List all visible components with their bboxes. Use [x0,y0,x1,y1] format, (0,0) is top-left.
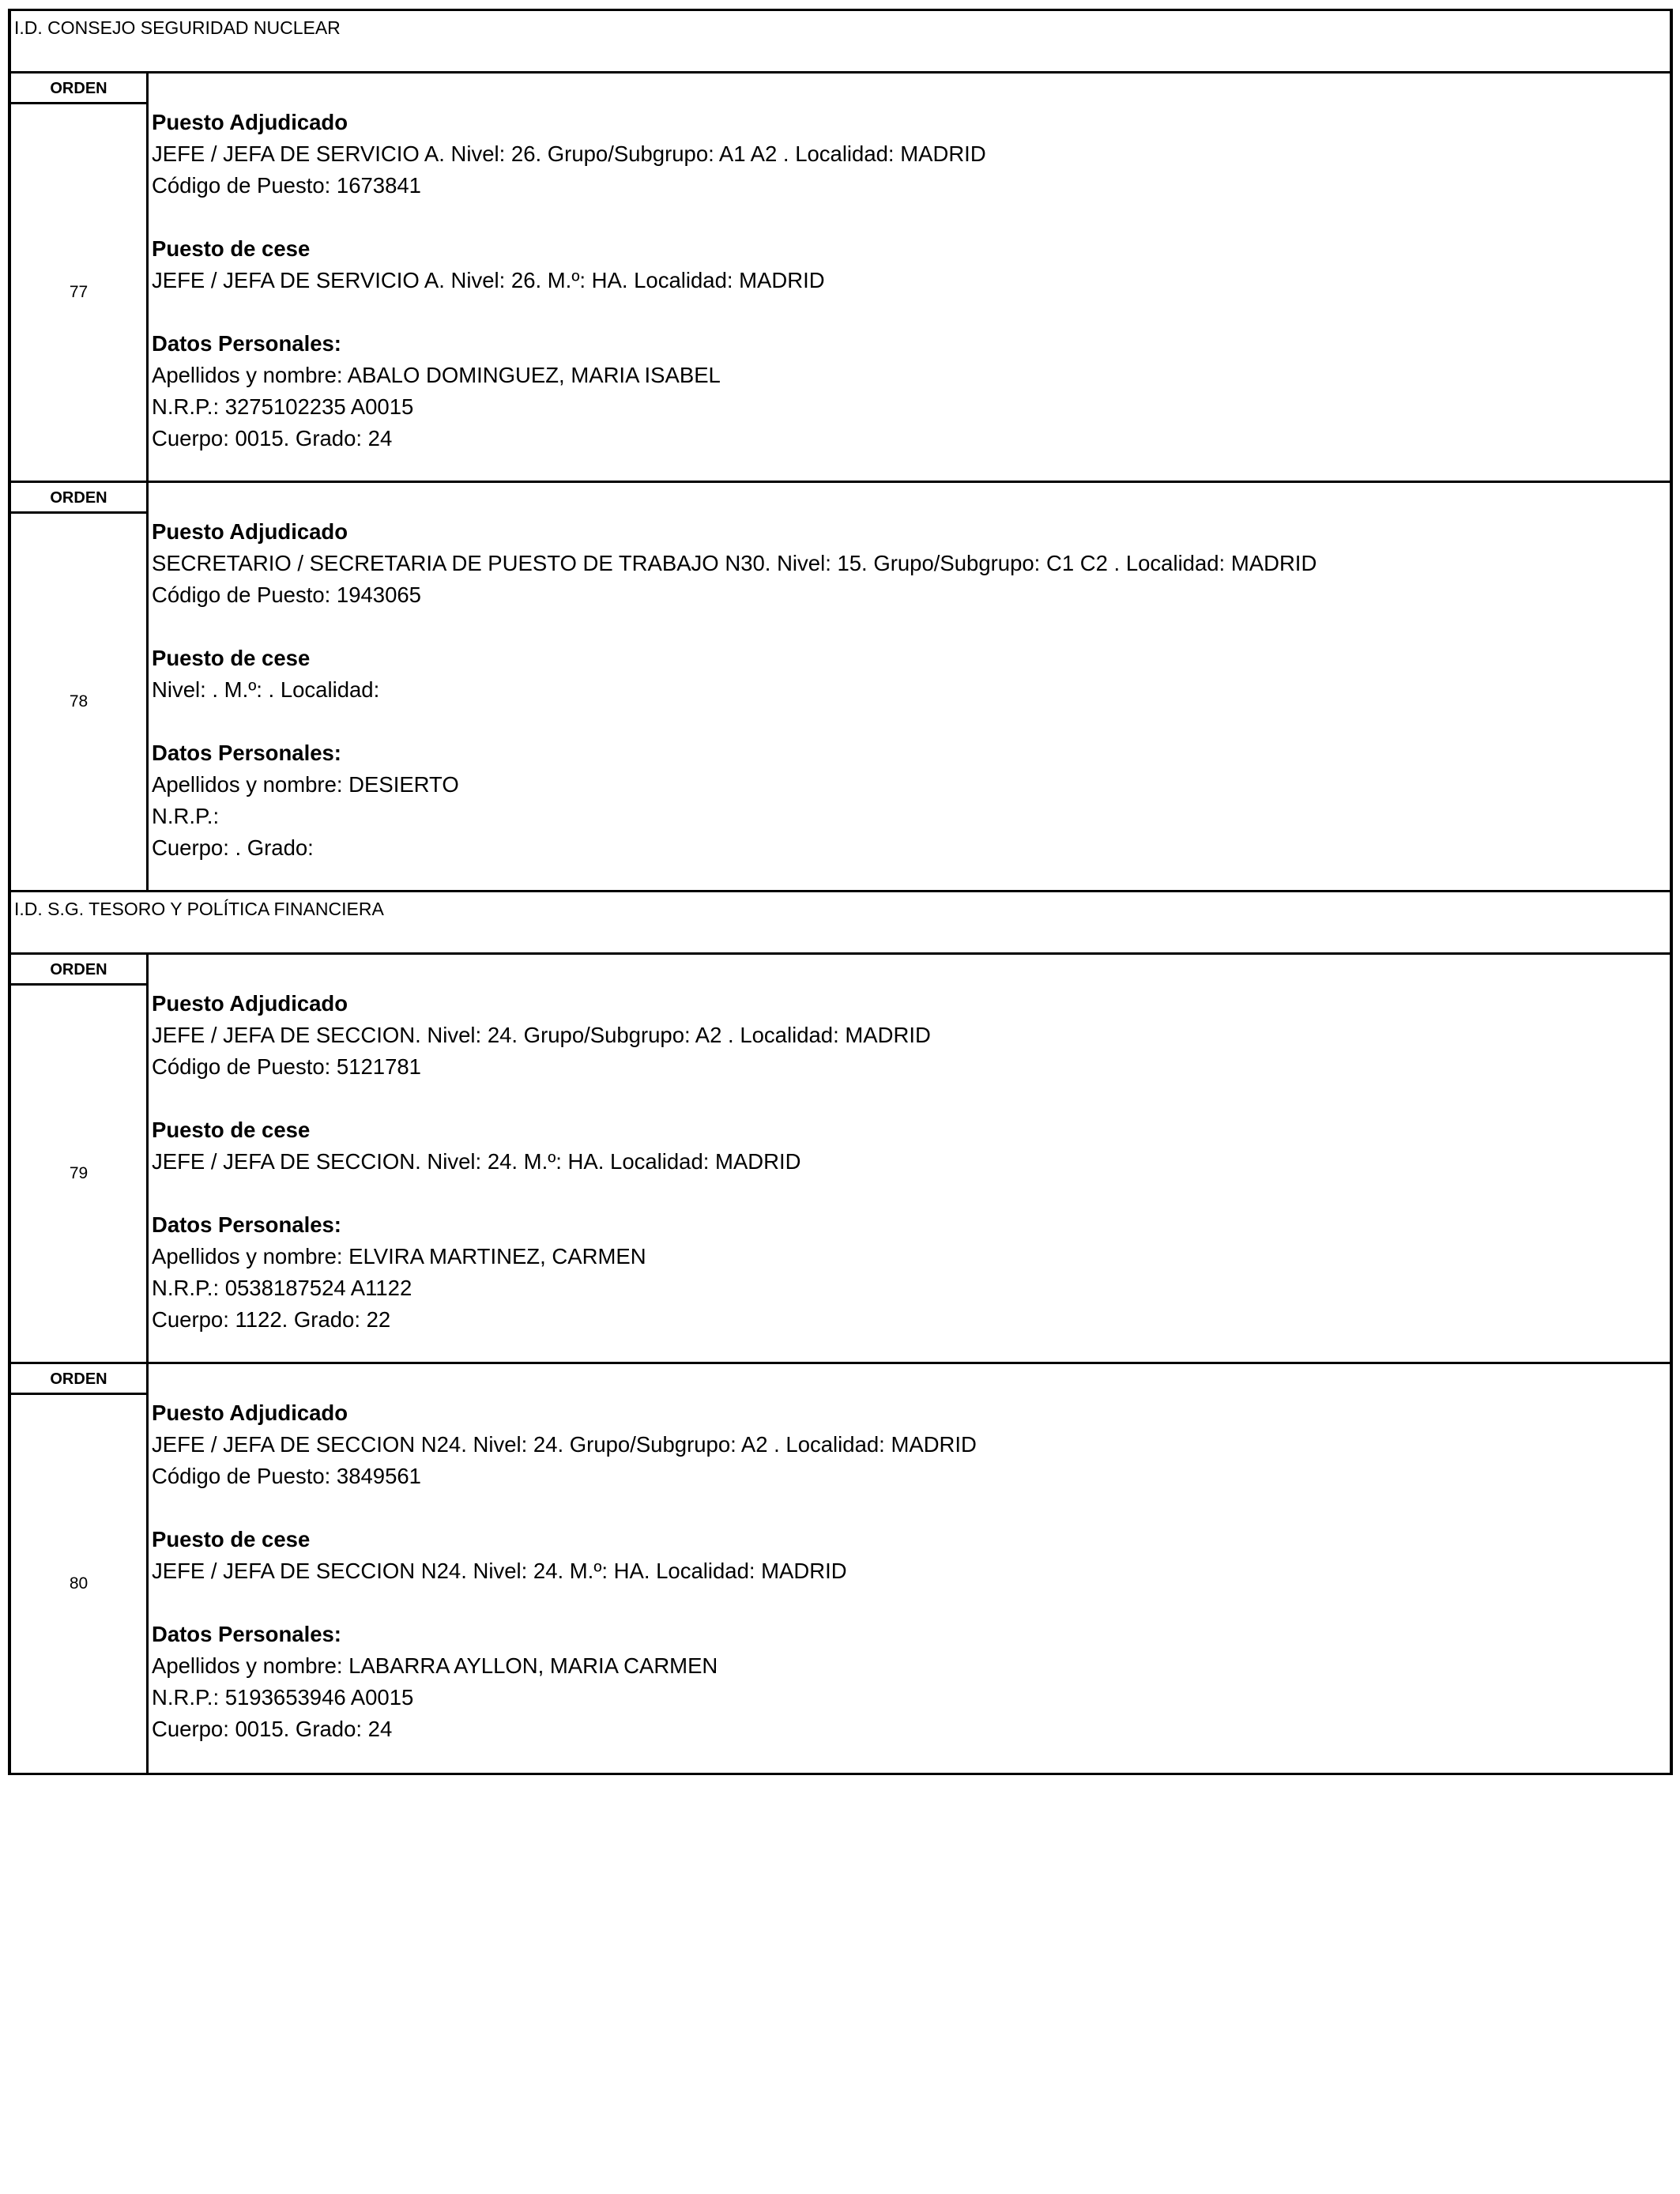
cese-description: JEFE / JEFA DE SECCION N24. Nivel: 24. M.º: HA. Localidad: MADRID [152,1559,847,1583]
cese-heading: Puesto de cese [152,646,311,670]
orden-column [11,483,149,890]
entry-row [11,483,1670,892]
adjudicado-description: JEFE / JEFA DE SECCION N24. Nivel: 24. Grupo/Subgrupo: A2 . Localidad: MADRID [152,1432,977,1457]
orden-label: ORDEN [11,74,146,104]
entry-details [149,955,1670,1362]
orden-column [11,955,149,1362]
adjudicado-description: JEFE / JEFA DE SERVICIO A. Nivel: 26. Grupo/Subgrupo: A1 A2 . Localidad: MADRID [152,141,986,166]
codigo-puesto: Código de Puesto: 1673841 [152,173,421,198]
orden-label: ORDEN [11,1364,146,1395]
cese-description: JEFE / JEFA DE SERVICIO A. Nivel: 26. M.º: HA. Localidad: MADRID [152,268,825,292]
orden-label: ORDEN [11,955,146,986]
personales-heading: Datos Personales: [152,741,341,765]
resolution-table [8,9,1673,1775]
personales-heading: Datos Personales: [152,1212,341,1237]
cese-heading: Puesto de cese [152,1118,311,1142]
section-header: I.D. S.G. TESORO Y POLÍTICA FINANCIERA [11,892,1670,955]
apellidos-nombre: Apellidos y nombre: ELVIRA MARTINEZ, CARMEN [152,1244,646,1269]
orden-number: 77 [69,283,89,301]
orden-number: 80 [69,1574,89,1593]
apellidos-nombre: Apellidos y nombre: ABALO DOMINGUEZ, MARIA ISABEL [152,363,721,387]
adjudicado-description: JEFE / JEFA DE SECCION. Nivel: 24. Grupo/Subgrupo: A2 . Localidad: MADRID [152,1023,931,1047]
orden-column [11,1364,149,1773]
nrp: N.R.P.: 3275102235 A0015 [152,394,414,419]
apellidos-nombre: Apellidos y nombre: LABARRA AYLLON, MARIA CARMEN [152,1653,718,1678]
entry-details [149,483,1670,890]
adjudicado-heading: Puesto Adjudicado [152,1400,348,1425]
cuerpo-grado: Cuerpo: 0015. Grado: 24 [152,1717,393,1741]
cuerpo-grado: Cuerpo: 0015. Grado: 24 [152,426,393,450]
apellidos-nombre: Apellidos y nombre: DESIERTO [152,772,459,797]
entry-row [11,955,1670,1364]
entry-details [149,1364,1670,1773]
orden-label: ORDEN [11,483,146,514]
entry-details [149,74,1670,481]
adjudicado-heading: Puesto Adjudicado [152,991,348,1016]
entry-row [11,1364,1670,1773]
orden-column [11,74,149,481]
cese-description: JEFE / JEFA DE SECCION. Nivel: 24. M.º: HA. Localidad: MADRID [152,1149,801,1174]
codigo-puesto: Código de Puesto: 1943065 [152,582,421,607]
entry-row [11,74,1670,483]
nrp: N.R.P.: [152,804,220,828]
codigo-puesto: Código de Puesto: 3849561 [152,1464,421,1488]
personales-heading: Datos Personales: [152,1622,341,1646]
orden-number: 78 [69,692,89,711]
cese-heading: Puesto de cese [152,236,311,261]
cese-heading: Puesto de cese [152,1527,311,1551]
orden-number: 79 [69,1164,89,1182]
nrp: N.R.P.: 0538187524 A1122 [152,1276,412,1300]
cuerpo-grado: Cuerpo: 1122. Grado: 22 [152,1307,391,1332]
section-header: I.D. CONSEJO SEGURIDAD NUCLEAR [11,11,1670,74]
codigo-puesto: Código de Puesto: 5121781 [152,1054,421,1079]
adjudicado-heading: Puesto Adjudicado [152,519,348,544]
adjudicado-description: SECRETARIO / SECRETARIA DE PUESTO DE TRABAJO N30. Nivel: 15. Grupo/Subgrupo: C1 C2 . Localidad: MADRID [152,551,1317,575]
personales-heading: Datos Personales: [152,331,341,356]
nrp: N.R.P.: 5193653946 A0015 [152,1685,414,1710]
cuerpo-grado: Cuerpo: . Grado: [152,835,314,860]
cese-description: Nivel: . M.º: . Localidad: [152,677,380,702]
adjudicado-heading: Puesto Adjudicado [152,110,348,134]
